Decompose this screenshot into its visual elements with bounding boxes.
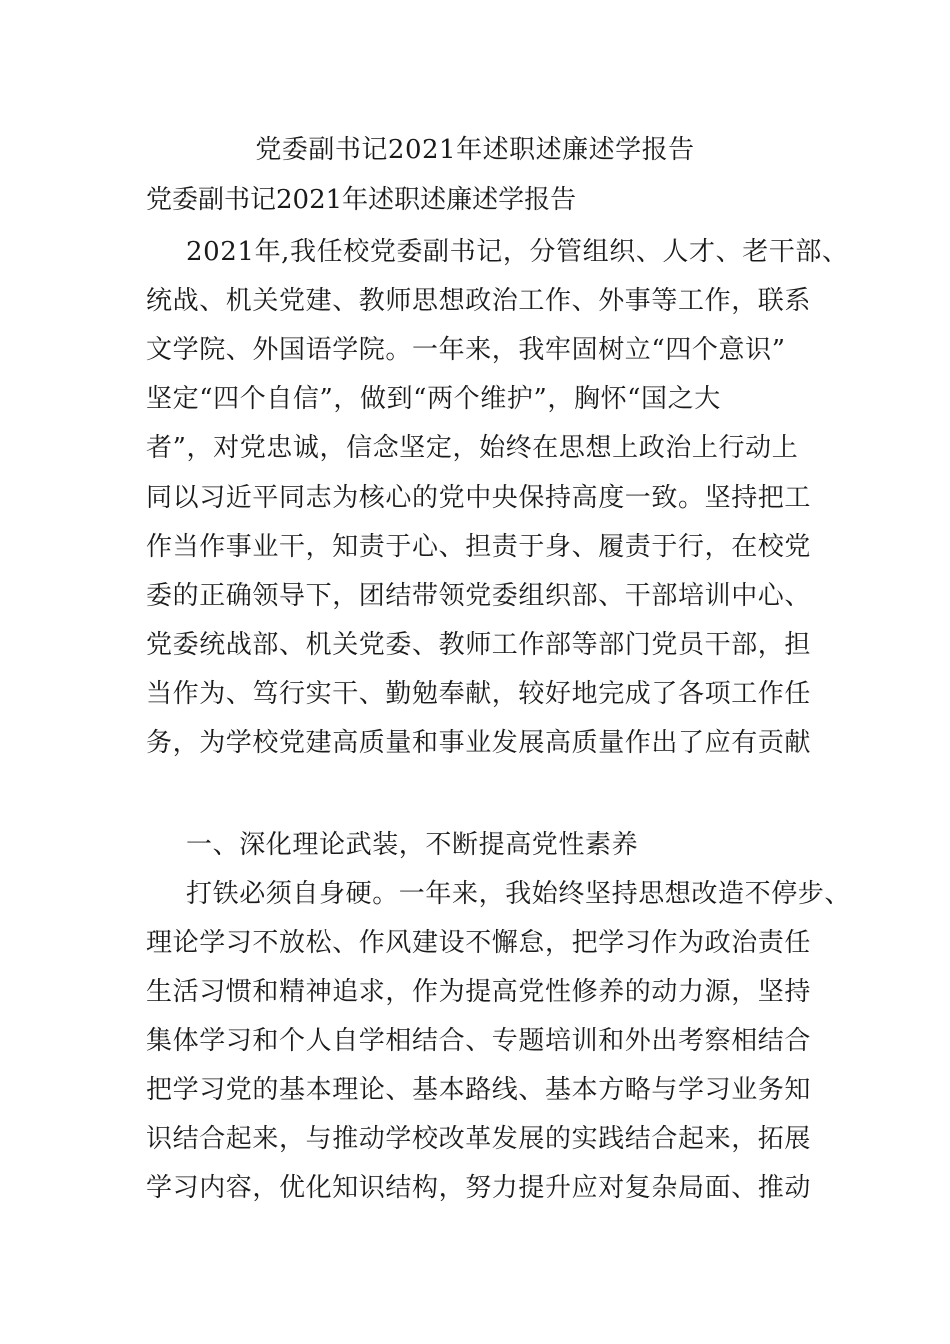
paragraph-line: 2021年,我任校党委副书记，分管组织、人才、老干部、 [186,237,849,267]
paragraph-line: 同以习近平同志为核心的党中央保持高度一致。坚持把工 [146,483,812,513]
paragraph-line: 学习内容，优化知识结构，努力提升应对复杂局面、推动 [146,1173,812,1203]
paragraph-line: 生活习惯和精神追求，作为提高党性修养的动力源，坚持 [146,977,812,1007]
document-subtitle: 党委副书记2021年述职述廉述学报告 [146,185,577,215]
document-title: 党委副书记2021年述职述廉述学报告 [255,135,695,165]
section-heading: 一、深化理论武装，不断提高党性素养 [186,830,639,860]
paragraph-line: 委的正确领导下，团结带领党委组织部、干部培训中心、 [146,581,812,611]
paragraph-line: 识结合起来，与推动学校改革发展的实践结合起来，拓展 [146,1124,812,1154]
paragraph-line: 坚定“四个自信”，做到“两个维护”，胸怀“国之大 [146,384,721,414]
paragraph-line: 集体学习和个人自学相结合、专题培训和外出考察相结合 [146,1026,812,1056]
paragraph-line: 打铁必须自身硬。一年来，我始终坚持思想改造不停步、 [186,879,852,909]
paragraph-line: 作当作事业干，知责于心、担责于身、履责于行，在校党 [146,532,812,562]
paragraph-line: 党委统战部、机关党委、教师工作部等部门党员干部，担 [146,630,812,660]
paragraph-line: 文学院、外国语学院。一年来，我牢固树立“四个意识” [146,335,786,365]
paragraph-line: 把学习党的基本理论、基本路线、基本方略与学习业务知 [146,1075,812,1105]
paragraph-line: 理论学习不放松、作风建设不懈怠，把学习作为政治责任 [146,928,812,958]
paragraph-line: 务，为学校党建高质量和事业发展高质量作出了应有贡献 [146,728,812,758]
paragraph-line: 统战、机关党建、教师思想政治工作、外事等工作，联系 [146,286,812,316]
paragraph-line: 当作为、笃行实干、勤勉奉献，较好地完成了各项工作任 [146,679,812,709]
paragraph-line: 者”，对党忠诚，信念坚定，始终在思想上政治上行动上 [146,433,799,463]
